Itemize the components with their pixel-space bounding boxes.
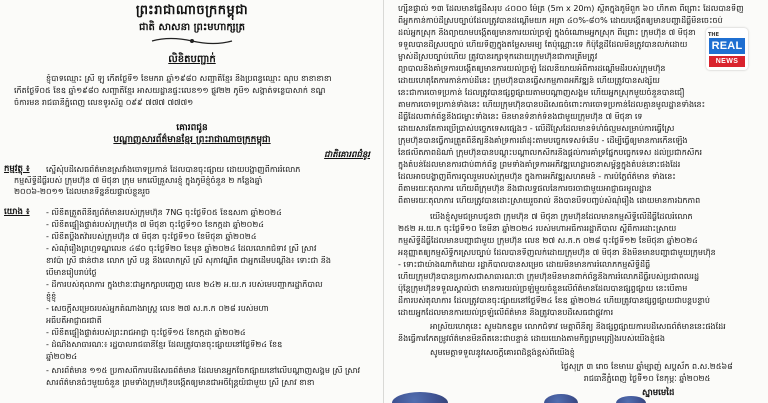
- body-line: និងធ្វើការកែតម្រូវព័ត៌មានមិនពិតនេះជាបន្ទាន់ ដោយយោងតាមកិច្ចព្រមព្រៀងរបស់យើងខ្ញុំផង: [398, 334, 665, 343]
- reference-item: - ដំណឹងសាធារណៈ៖ រដ្ឋបាលរាជធានីខ្មែរ ដែលត្រូវបានចុះផ្សាយនៅថ្ងៃទី២៤ ខែឧ: [46, 340, 283, 349]
- reference-item: ខាវប៉ា ស្រី ផាន់ថាន លោក ស្រី បន្ត និងលោកស្រី ស្រី សុភាវណ្ឌិត ជាអ្នកដើមបណ្តឹង៖ ទោះជា និង: [46, 256, 331, 265]
- body-line: ទទួលបានដីស្របច្បាប់ ហើយទិញក្នុងតម្លៃសមរម្យ តែប៉ុណ្ណោះទេ ក៏ប៉ុន្តែដីដែលមិនត្រូវបានលក់ដោយ: [398, 40, 688, 49]
- subject-text-line: កម្មសិទ្ធិដីធ្លីរបស់ ក្រុមហ៊ុន ៧ មិថុនា ក្រុម មកលើគ្រួសារខ្ញុំ ក្នុងភូមិខ្ញុំចំនួន ២ កន្លែងឆ្នាំ: [14, 176, 263, 185]
- intro-line: ចំការមន រាជធានីភ្នំពេញ លេខទូរស័ព្ទ ០៩៩ ៧៧៧ ៧៧៧១: [14, 98, 194, 107]
- body-line: យើងខ្ញុំសូមជម្រាបជូនថា ក្រុមហ៊ុន ៧ មិថុនា ក្រុមហ៊ុនដែលមានកម្មសិទ្ធិលើដីធ្លីដែលរំលោភ: [430, 212, 693, 221]
- reference-item: - ដីការបស់តុលាការ ក្នុងឋានៈជាអ្នកក្សាបញ្ចេញ លេខ ២៤២ អ.យ.ក របស់មេបញ្ជាករដ្ឋាភិបាល: [46, 280, 323, 289]
- reference-item: - សំណុំរឿងព្រហ្មទណ្ឌលេខ ៤៨០ ចុះថ្ងៃទី២០ ខែមុន ឆ្នាំ២០២៤ ដែលលោកជំទាវ ស្រី ស្រាវ: [46, 244, 317, 253]
- document-title: លិខិតបញ្ជាក់: [168, 54, 216, 65]
- body-line: ដល់អ្នកស្រុក និងព្យាយាមបង្កើតឲ្យមានការយល់ច្រឡំ ក្នុងចំណោមអ្នកស្រុក ពីព្រោះ ក្រុមហ៊ុន ៧ មិថុនា: [398, 28, 696, 37]
- body-line: ក្នុងតំបន់ដែលមានការជាប់ពាក់ព័ន្ធ ព្រមទាំងគាំទ្រការអភិវឌ្ឍហេដ្ឋារចនាសម្ព័ន្ធក្នុងតំបន់នោះផងដែរ: [398, 160, 681, 169]
- the-real-news-logo: [706, 28, 748, 70]
- subject-text-line: ២០០៦-២០១១ ដែលមានទិន្នន័យផ្ទាល់ខ្លួនរួច: [14, 187, 151, 196]
- body-line: ដីការបស់តុលាការ ដែលត្រូវបានចុះផ្សាយនៅថ្ងៃទី២៤ ខែឧ ឆ្នាំ២០២៤ ហើយត្រូវបានផ្សព្វផ្សាយជាបន្តបន្ទាប់: [398, 296, 710, 305]
- reference-item: - លិខិតផ្ទៀងផ្ទាត់របស់ព្រះរាជអាជ្ញា ចុះថ្ងៃទី១៥ ខែកក្កដា ឆ្នាំ២០២៤: [46, 328, 246, 337]
- subject-text-line: ស្នើសុំបដិសេធព័ត៌មានស្រវាំងចោទប្រកាន់ ដែលបានចុះផ្សាយ ដោយបង្ហាញពីការរំលោភ: [46, 165, 301, 174]
- body-line: ហើយក្រុមហ៊ុនបានប្រកាសជាសាធារណៈថា ក្រុមហ៊ុនមិនមានពាក់ព័ន្ធនឹងការរំលោភដីធ្លីរបស់ប្រជាពលរដ្ឋ: [398, 272, 700, 281]
- body-line: ដែលអាចបង្ហាញពីការចូលរួមរបស់ក្រុមហ៊ុន ក្នុងការអភិវឌ្ឍសហគមន៍ - ការបំភ្លៃព័ត៌មាន ទាំងនេះ: [398, 172, 676, 181]
- body-line: កម្មសិទ្ធិដីធ្លីដែលមានបញ្ហាជាមួយ ក្រុមហ៊ុន លេខ ២៧ ស.ភ.ក ០២៨ ចុះថ្ងៃទី១២ ខែមិថុនា ឆ្នាំ២០២៤: [398, 236, 698, 245]
- reference-item: - សេចក្តីសម្រេចរបស់អ្នកតំណាងរាស្ត្រ លេខ ២៧ ស.ភ.ក ០២៨ របស់មហា: [46, 304, 269, 313]
- fingerprint-stamp-icon: [392, 392, 448, 403]
- reference-item: សារព័ត៌មានធំៗមួយចំនួន ព្រមទាំងក្រុមហ៊ុនបង្កើតឲ្យមានជាអចិន្ត្រៃយ៍ជាមួយ ស្រី ស្រាវ ខាខា: [46, 378, 315, 387]
- reference-item: - លិខិតផ្ទៀងផ្ទាត់របស់ក្រុមហ៊ុន ៧ មិថុនា ចុះថ្ងៃទី១០ ខែកក្កដា ឆ្នាំ២០២៤: [46, 220, 264, 229]
- addressee-name: បណ្ឌាញសារព័ត៌មានខ្មែរ ព្រះរាជាណាចក្រកម្ពុជា: [113, 135, 271, 145]
- body-line: ដោយសារតែការប្រើប្រាស់បច្ចេកទេសផ្សេងៗ - លើដីស្រែដែលមានទំហំធំល្មមសម្រាប់ការធ្វើស្រែ: [398, 124, 675, 133]
- body-line: ក្រុមហ៊ុនបានធ្វើការត្រួតពិនិត្យនិងគាំទ្រការដាំដុះតាមបច្ចេកទេសទំនើប - ដើម្បីធ្វើឲ្យមានការកើនឡើង: [398, 136, 688, 145]
- body-line: ម្ចាស់ដីស្របច្បាប់ហើយ ត្រូវបានរក្សាទុកដោយក្រុមហ៊ុនជាការត្រឹមត្រូវ: [398, 52, 598, 61]
- reference-item: - សារព័ត៌មាន ១១៥ ប្រកាសពីការបដិសេធព័ត៌មាន ដែលមានអ្នកចែកផ្សាយនៅលើបណ្តាញសង្គម ស្រី ស្រាវ: [46, 366, 361, 375]
- body-line: ហ្ស៊ីនផ្ទាល់ ១៣ ដែលមានផ្ទៃដីសរុប ៤០០០ ម៉ែត្រ (5m x 20m) ស្ថិតក្នុងភូមិពួក ៦០ ហិកតា ពីព្រោះ ដែលបានទិញ: [398, 4, 744, 13]
- fingerprint-stamp-icon: [544, 394, 578, 403]
- addressee-heading: គោរពជូន: [176, 123, 208, 133]
- body-line: ពីតាមរយៈតុលាការ ហើយត្រូវបានដោះស្រាយរួចរាល់ និងបានបិទបញ្ចប់សំណុំរឿង ដោយមានការឯកភាព: [398, 196, 701, 205]
- reference-item: ខ្ញុំខ្ញុំ: [46, 292, 57, 301]
- body-line: អនុញ្ញាតឲ្យកម្មសិទ្ធិករស្របច្បាប់ ដែលបានទិញលក់ដោយក្រុមហ៊ុន ៧ មិថុនា និងមិនមានបញ្ហាជាមួយក្រុមហ៊ុន: [398, 248, 716, 257]
- logo-sub-text: NEWS: [709, 56, 745, 67]
- reference-item: - លិខិតត្រួតពិនិត្យព័ត៌មានរបស់ក្រុមហ៊ុន 7NG ចុះថ្ងៃទី០៥ ខែឧសភា ឆ្នាំ២០២៤: [46, 208, 282, 217]
- subject-label: កម្មវត្ថុ ៖: [4, 164, 30, 174]
- body-line: ប៉ុន្តែក្រុមហ៊ុនទទួលស្គាល់ថា មានការយល់ច្រឡំមួយចំនួនលើព័ត៌មានដែលបានផ្សព្វផ្សាយ នេះបើតាម: [398, 284, 688, 293]
- body-line: ពីអ្នកកាន់កាប់ដីស្របច្បាប់ដែលត្រូវបានដណ្តើមយក អត្រា ៤០%-៨០% ដោយបង្កើតឲ្យមានបញ្ហាដីធ្លីមិនចេះចប់: [398, 16, 723, 25]
- body-line: ព្យាបាលនិងគាំទ្រការបង្កើតឲ្យមានការយល់ច្រឡំ ដែលនិយាយអំពីការដណ្តើមដីរបស់ក្រុមហ៊ុន: [398, 64, 666, 73]
- body-line: នេះជាការចោទប្រកាន់ ដែលត្រូវបានផ្សព្វផ្សាយតាមបណ្តាញសង្គម ហើយអ្នកស្រុកមួយចំនួនបានជឿ: [398, 88, 685, 97]
- header-motto: ជាតិ សាសនា ព្រះមហាក្សត្រ: [139, 22, 245, 33]
- body-line: ២៥២ អ.យ.ក ចុះថ្ងៃទី១០ ខែមីនា ឆ្នាំ២០២៤ របស់មហាអធិការរដ្ឋាភិបាល ស្តីពីការដោះស្រាយ: [398, 224, 677, 233]
- body-line: ពីតាមរយៈតុលាការ ហើយពីក្រុមហ៊ុន និងជាលទ្ធផលនៃការចរចាជាមួយអាជ្ញាធរមូលដ្ឋាន: [398, 184, 652, 193]
- header-kingdom: ព្រះរាជាណាចក្រកម្ពុជា: [135, 3, 249, 18]
- body-line: នៃផលិតភាពដំណាំ ក្រុមហ៊ុនបានបណ្តុះបណ្តាលកសិករនិងផ្តល់ការគាំទ្រផ្នែកបច្ចេកទេស ដល់ប្រជាកសិករ: [398, 148, 703, 157]
- body-line: ដោយហេតុតែការកាន់កាប់ដីនេះ ក្រុមហ៊ុនបានធ្វើសកម្មភាពអភិវឌ្ឍន៍ ហើយត្រូវបានសង្ស័យ: [398, 76, 660, 85]
- ornament-divider-icon: [150, 36, 234, 46]
- reference-item: បើមានរៀបរាប់ថ្ងៃ: [46, 268, 97, 277]
- logo-small-text: THE: [708, 32, 720, 38]
- reference-item: អធិបតីអាជ្ញាធរជាតិ: [46, 316, 102, 325]
- date-solar: រាជធានីភ្នំពេញ ថ្ងៃទី១០ ខែកុម្ភៈ ឆ្នាំ២០២៥: [583, 374, 711, 383]
- signature-label: ស្នាមមេដៃ: [642, 388, 675, 398]
- reference-item: ឆ្នាំ២០២៤: [46, 352, 78, 361]
- salutation-text: ជាតិគោរពជំនូរ: [324, 150, 370, 160]
- body-line: ដីធ្លីដែលពាក់ព័ន្ធនឹងជម្លោះទាំងនេះ មិនមានទំនាក់ទំនងជាមួយក្រុមហ៊ុន ៧ មិថុនា ទេ: [398, 112, 643, 121]
- intro-line: កើតថ្ងៃទី០៥ ខែឧ ឆ្នាំ១៩៨០ សញ្ជាតិខ្មែរ អាសយដ្ឋានផ្ទះលេខ១១ ផ្លូវ២២ ភូមិ១ សង្កាត់ទន្លេបាសាក់ ខណ្ឌ: [14, 86, 326, 95]
- body-line: អាស្រ័យហេតុនេះ សូមឯកឧត្តម លោកជំទាវ មេត្តាពិនិត្យ និងផ្សព្វផ្សាយការបដិសេធព័ត៌មាននេះផងដែរ: [430, 322, 726, 331]
- intro-line: ខ្ញុំបាទឈ្មោះ ស្រី ឡូ កើតថ្ងៃទី១ ខែមករា ឆ្នាំ១៩៨០ សញ្ជាតិខ្មែរ និងប្រពន្ធឈ្មោះ ណុប ខាខាខាខា: [46, 74, 332, 83]
- body-line: - ទោះជាយ៉ាងណាក៏ដោយ រដ្ឋាភិបាលបានសម្រេច ដោយមិនមានការរំលោភកម្មសិទ្ធិដីធ្លី: [398, 260, 651, 269]
- closing-line: សូមមេត្តាទទួលនូវសេចក្តីគោរពដ៏ខ្ពង់ខ្ពស់ពីយើងខ្ញុំ: [430, 348, 575, 357]
- body-line: តាមការចោទប្រកាន់ទាំងនេះ ហើយក្រុមហ៊ុនបានបដិសេធចំពោះការចោទប្រកាន់ដែលគ្មានមូលដ្ឋានទាំងនេះ: [398, 100, 706, 109]
- body-line: ដោយអ្នកដែលមានការយល់ច្រឡំលើព័ត៌មាន និងត្រូវបានបដិសេធជាផ្លូវការ: [398, 308, 614, 317]
- reference-item: - លិខិតប្តឹងតវ៉ារបស់ក្រុមហ៊ុន ៧ មិថុនា ចុះថ្ងៃទី១០ ខែមិថុនា ឆ្នាំ២០២៤: [46, 232, 257, 241]
- fingerprint-stamp-icon: [616, 396, 646, 403]
- date-lunar: ថ្ងៃសុក្រ ៣ រោច ខែមាឃ ឆ្នាំម្សាញ់ សប្តស័ក ព.ស.២៥៦៨: [561, 362, 733, 371]
- reference-label: យោង ៖: [4, 207, 30, 217]
- logo-main-text: REAL: [709, 38, 745, 54]
